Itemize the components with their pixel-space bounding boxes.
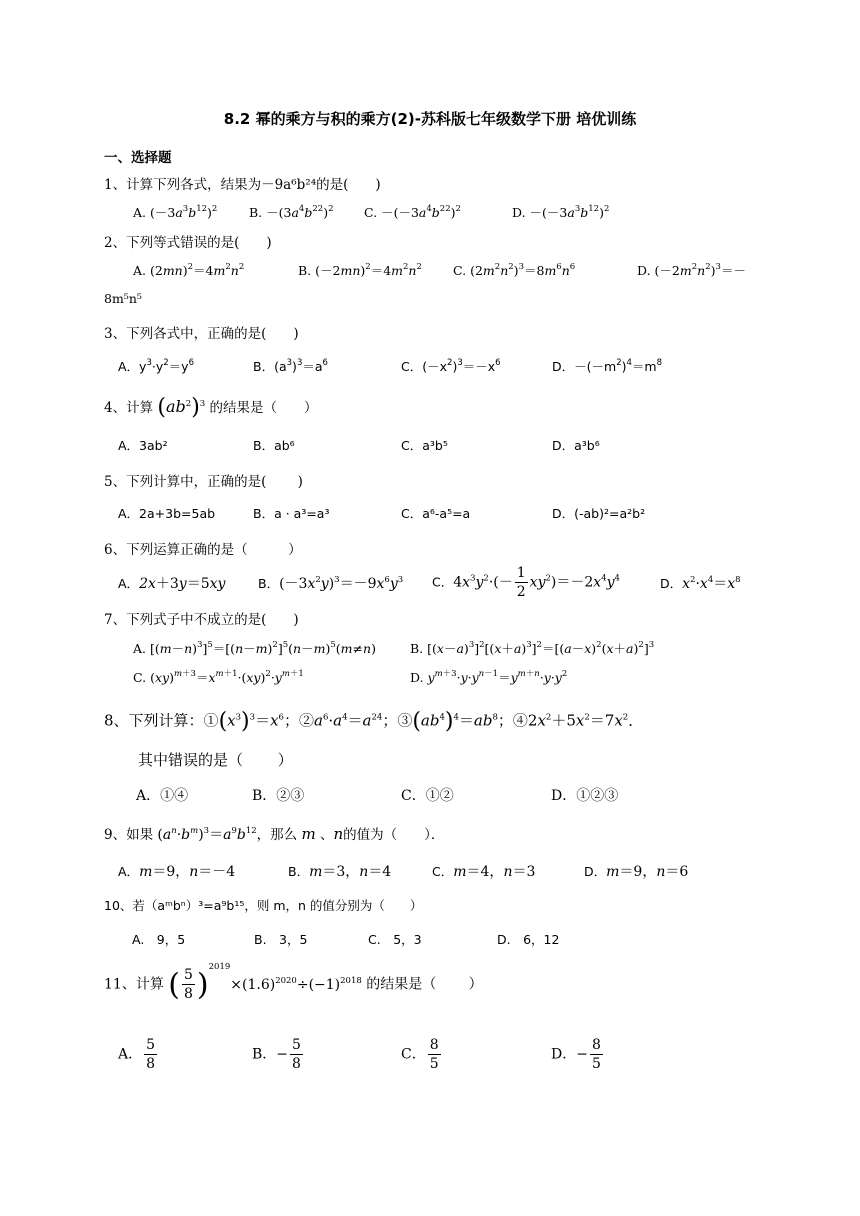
q9-option-b: B．m＝3，n＝4	[288, 864, 392, 880]
q4-option-a: A．3ab²	[118, 438, 168, 453]
page-title: 8.2 幂的乘方与积的乘方(2)-苏科版七年级数学下册 培优训练	[223, 110, 637, 128]
q4-option-d: D．a³b⁶	[552, 438, 600, 453]
q2-option-b: B. $(-2mn)^2=4m^2n^2$	[298, 262, 422, 278]
q2-option-d-wrap: 8m⁵n⁵	[104, 291, 142, 306]
q1-option-b: B. $-(3a^4b^{22})^2$	[249, 204, 334, 220]
q11-expression: ( $\frac{5}{8}$ )$^{2019}\times(1.6)^{2020}\div(-1)^{2018}$	[168, 961, 362, 1002]
question-1: 1、计算下列各式，结果为－9a⁶b²⁴的是( )	[104, 177, 381, 193]
q9-stem-prefix: 9、如果	[104, 827, 154, 843]
q1-option-a: A. $(-3a^3b^{12})^2$	[133, 204, 218, 220]
q6-option-d: D．$x^2\cdot x^4=x^8$	[660, 575, 741, 592]
question-7: 7、下列式子中不成立的是( )	[104, 612, 299, 628]
q3-option-b: B．$(a^3)^3=a^6$	[253, 358, 328, 374]
q8-option-d: D．①②③	[551, 788, 619, 804]
q7-option-d: D. $y^{m+3}\cdot y\cdot y^{n-1}=y^{m+n}\cdot y\cdot y^2$	[410, 669, 568, 685]
q8-option-b: B．②③	[252, 788, 305, 804]
q9-option-a: A．m＝9，n＝－4	[118, 864, 236, 880]
q8-stem-line2: 其中错误的是（ ）	[138, 751, 293, 769]
question-2: 2、下列等式错误的是( )	[104, 235, 272, 251]
q6-option-c: C．$4x^3y^2\cdot(-$ $\frac{1}{2}$ $xy^2)=-2x^4y^4$	[432, 565, 620, 600]
q9-option-d: D．m＝9，n＝6	[584, 864, 689, 880]
q2-option-c: C. $(2m^2n^2)^3=8m^6n^6$	[453, 262, 576, 278]
q1-option-c: C. $-(-3a^4b^{22})^2$	[364, 204, 461, 220]
q6-option-a: A．2x＋3y＝5xy	[118, 576, 226, 592]
q10-option-c: C. 5，3	[368, 932, 422, 947]
q2-option-d: D. $(-2m^2n^2)^3=-$	[637, 262, 746, 278]
q5-option-a: A．2a+3b=5ab	[118, 506, 216, 521]
q9-expression: $(a^n\cdot b^m)^3=a^9b^{12}$	[157, 826, 257, 843]
q11-option-b: B．− $\frac{5}{8}$	[252, 1037, 301, 1072]
q11-option-d: D．− $\frac{8}{5}$	[551, 1037, 601, 1072]
q11-stem-prefix: 11、计算	[104, 976, 164, 993]
section-heading: 一、选择题	[104, 150, 172, 166]
question-5: 5、下列计算中，正确的是( )	[104, 474, 303, 490]
q3-option-a: A．$y^3\cdot y^2=y^6$	[118, 358, 194, 374]
q1-option-d: D. $-(-3a^3b^{12})^2$	[512, 204, 610, 220]
q7-option-b: B. $[(x-a)^3]^2[(x+a)^3]^2=[(a-x)^2(x+a)^2]^3$	[410, 640, 655, 656]
q4-option-c: C．a³b⁵	[401, 438, 448, 453]
question-11	[104, 961, 483, 1003]
q4-expression: $(ab^2)^3$	[157, 395, 206, 420]
q5-option-b: B．a · a³=a³	[253, 506, 330, 521]
q8-stem-prefix: 8、下列计算：	[104, 711, 204, 730]
q3-option-d: D．$-(-m^2)^4=m^8$	[552, 358, 663, 374]
q10-option-b: B. 3，5	[254, 932, 308, 947]
question-3: 3、下列各式中，正确的是( )	[104, 326, 299, 342]
question-9: 9、如果 $(a^n\cdot b^m)^3=a^9b^{12}$，那么 m 、n的值为（ ）．	[104, 825, 445, 843]
q8-option-a: A．①④	[136, 788, 189, 804]
q10-option-a: A. 9，5	[132, 932, 186, 947]
q3-option-c: C．$(-x^2)^3=-x^6$	[401, 358, 501, 374]
q9-option-c: C．m＝4，n＝3	[432, 864, 536, 880]
q4-option-b: B．ab⁶	[253, 438, 295, 453]
q2-option-a: A. $(2mn)^2=4m^2n^2$	[133, 262, 245, 278]
question-8: 8、下列计算：$①(x^3)^3=x^6$；$②a^6\cdot a^4=a^{24}$；$③(ab^4)^4=ab^8$；$④2x^2+5x^2=7x^2$．	[104, 709, 644, 734]
q7-option-a: A. $[(m-n)^3]^5=[(n-m)^2]^5(n-m)^5(m\ne n)$	[133, 640, 376, 656]
question-6: 6、下列运算正确的是（ ）	[104, 542, 302, 558]
q7-option-c: C. $(xy)^{m+3}=x^{m+1}\cdot(xy)^2\cdot y^{m+1}$	[133, 669, 304, 685]
q11-stem-suffix: 的结果是（ ）	[366, 976, 483, 993]
q4-stem-prefix: 4、计算	[104, 400, 154, 416]
q11-option-a: A． $\frac{5}{8}$	[118, 1037, 156, 1072]
q5-option-c: C．a⁶-a⁵=a	[401, 506, 471, 521]
question-10: 10、若（aᵐbⁿ）³=a⁹b¹⁵，则 m，n 的值分别为（ ）	[104, 898, 423, 913]
q9-stem-suffix: ，那么	[256, 827, 298, 843]
q4-stem-suffix: 的结果是（ ）	[209, 400, 318, 416]
q11-option-c: C． $\frac{8}{5}$	[401, 1037, 439, 1072]
q10-option-d: D. 6，12	[497, 932, 560, 947]
q8-option-c: C．①②	[401, 788, 454, 804]
q6-option-b: B．$(-3x^2y)^3=-9x^6y^3$	[258, 575, 404, 592]
q9-stem-end: 的值为（ ）．	[343, 827, 445, 843]
q5-option-d: D．(-ab)²=a²b²	[552, 506, 646, 521]
question-4	[104, 395, 318, 420]
